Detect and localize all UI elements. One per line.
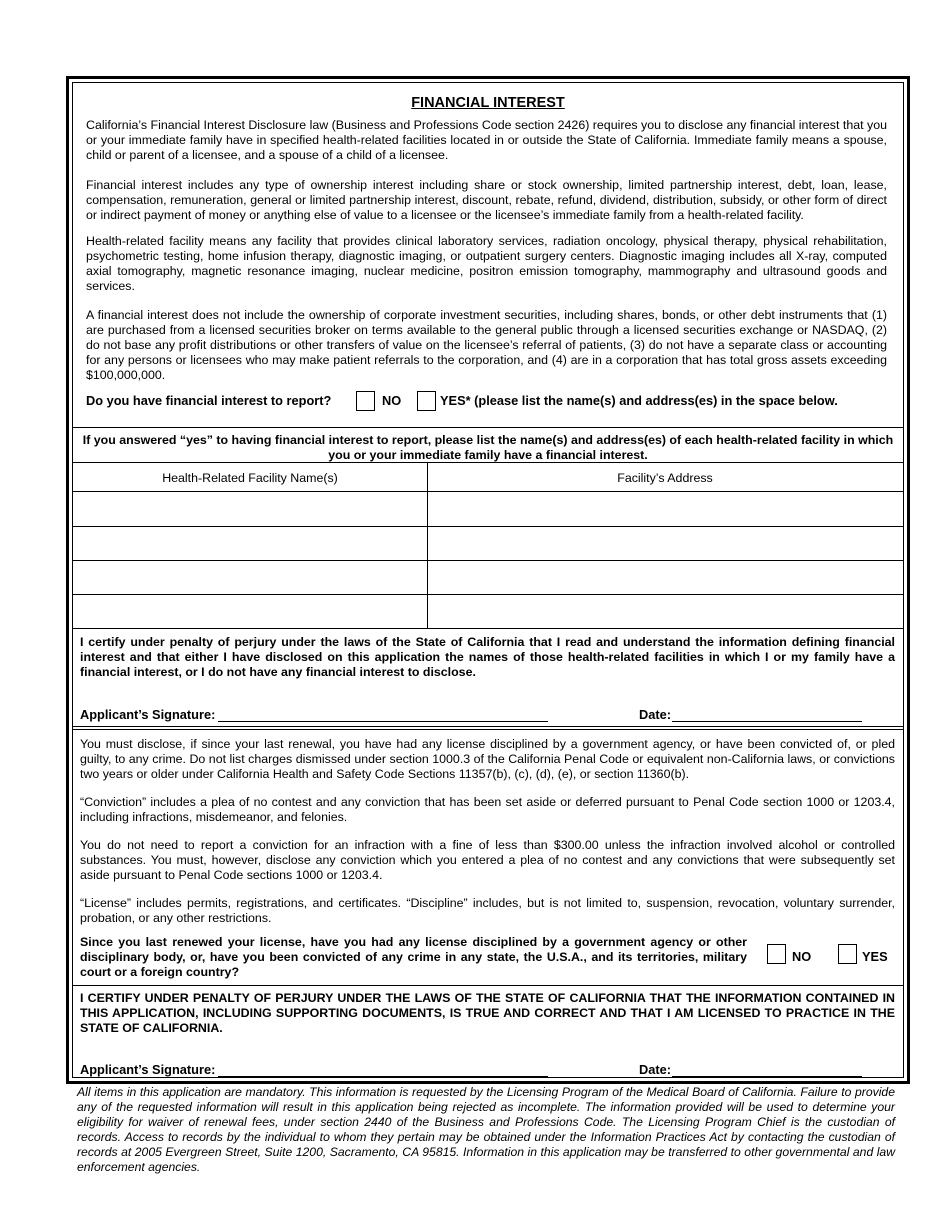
facility-address-field-1[interactable] (428, 492, 903, 526)
section-divider (73, 726, 903, 727)
disclosure-paragraph: You must disclose, if since your last renewal, you have had any license disciplined by a government agency, or have been convicted of, or pled guilty, to any crime. Do not list charges dismissed under section 1000.3 of the California Penal Code or equivalent non-California laws, or convictions two years or older under California Health and Safety Code Sections 11357(b), (c), (d), (e), or section 11360(b). (80, 737, 895, 781)
privacy-notice: All items in this application are mandatory. This information is requested by the Licensing Program of the Medical Board of California. Failure to provide any of the requested information will result in this application being rejected as incomplete. The information provided will be used to determine your eligibility for waiver of renewal fees, under section 2440 of the Business and Professions Code. The Licensing Program Chief is the custodian of records. Access to records by the individual to whom they pertain may be obtained under the Information Practices Act by contacting the custodian of records at 2005 Evergreen Street, Suite 1200, Sacramento, CA 95815. Information in this application may be transferred to other governmental and law enforcement agencies. (77, 1085, 895, 1174)
intro-paragraph: California’s Financial Interest Disclosure law (Business and Professions Code section 2426) requires you to disclose any financial interest that you or your immediate family have in specified health-related facilities located in or outside the State of California. Immediate family means a spouse, child or parent of a licensee, and a spouse of a child of a licensee. (86, 118, 887, 162)
financial-interest-yes-label: YES* (please list the name(s) and address(es) in the space below. (440, 393, 838, 408)
facility-address-field-4[interactable] (428, 595, 903, 628)
date-field[interactable] (672, 1076, 862, 1077)
facility-address-header: Facility’s Address (617, 471, 713, 485)
facility-address-field-3[interactable] (428, 561, 903, 594)
form-inner (72, 82, 904, 1078)
facility-name-header: Health-Related Facility Name(s) (162, 471, 338, 485)
exclusion-paragraph: A financial interest does not include the ownership of corporate investment securities, including shares, bonds, or other debt instruments that (1) are purchased from a licensed securities broker on terms available to the general public through a licensed securities exchange or NASDAQ, (2) do not base any profit distributions or other transfers of value on the licensee’s referral of patients, (3) do not have a separate class or accounting for any persons or licensees who may make patient referrals to the corporation, and (4) are in a corporation that has total gross assets exceeding $100,000,000. (86, 308, 887, 382)
form-frame (66, 76, 910, 1084)
discipline-no-label: NO (792, 949, 812, 964)
facility-address-field-2[interactable] (428, 527, 903, 560)
financial-interest-definition: Financial interest includes any type of ownership interest including share or stock ownership, limited partnership interest, debt, loan, lease, compensation, remuneration, general or limited partnership interest, discount, rebate, refund, dividend, distribution, subsidy, or other form of direct or indirect payment of money or anything else of value to a licensee or the licensee’s immediate family from a health-related facility. (86, 178, 887, 222)
section-divider (73, 985, 903, 986)
date-label: Date: (639, 707, 671, 722)
license-definition: “License” includes permits, registrations, and certificates. “Discipline” includes, but is not limited to, suspension, revocation, voluntary surrender, probation, or any other restrictions. (80, 896, 895, 925)
facility-list-instruction: If you answered “yes” to having financial interest to report, please list the name(s) and address(es) of each health-related facility in which you or your immediate family have a financial interest. (82, 433, 894, 462)
table-bottom-divider (73, 628, 903, 629)
facility-name-field-4[interactable] (73, 595, 427, 628)
financial-interest-question: Do you have financial interest to report? (86, 393, 332, 408)
discipline-no-checkbox[interactable] (767, 944, 786, 964)
signature-field[interactable] (218, 1076, 548, 1077)
divider (73, 427, 903, 428)
financial-interest-no-checkbox[interactable] (356, 391, 375, 411)
discipline-yes-label: YES (862, 949, 888, 964)
financial-interest-no-label: NO (382, 393, 402, 408)
facility-name-field-2[interactable] (73, 527, 427, 560)
signature-field[interactable] (218, 721, 548, 722)
discipline-question: Since you last renewed your license, have you had any license disciplined by a government agency or other disciplinary body, or, have you been convicted of any crime in any state, the U.S.A., and its territories, military court or a foreign country? (80, 935, 747, 979)
discipline-yes-checkbox[interactable] (838, 944, 857, 964)
facility-name-field-3[interactable] (73, 561, 427, 594)
facility-definition: Health-related facility means any facility that provides clinical laboratory services, radiation oncology, physical therapy, physical rehabilitation, psychometric testing, home infusion therapy, diagnostic imaging, or outpatient surgery centers. Diagnostic imaging includes all X-ray, computed axial tomography, magnetic resonance imaging, nuclear medicine, positron emission tomography, mammography and ultrasound goods and services. (86, 234, 887, 293)
divider (73, 462, 903, 463)
date-label: Date: (639, 1062, 671, 1077)
date-field[interactable] (672, 721, 862, 722)
signature-label: Applicant’s Signature: (80, 707, 216, 722)
infraction-paragraph: You do not need to report a conviction for an infraction with a fine of less than $300.00 unless the infraction involved alcohol or controlled substances. You must, however, disclose any conviction which you entered a plea of no contest and any convictions that were subsequently set aside pursuant to Penal Code sections 1000 or 1203.4. (80, 838, 895, 882)
section-divider (73, 729, 903, 730)
page-title: FINANCIAL INTEREST (411, 95, 565, 111)
conviction-definition: “Conviction” includes a plea of no contest and any conviction that has been set aside or deferred pursuant to Penal Code section 1000 or 1203.4, including infractions, misdemeanor, and felonies. (80, 795, 895, 824)
signature-label: Applicant’s Signature: (80, 1062, 216, 1077)
facility-name-field-1[interactable] (73, 492, 427, 526)
financial-interest-certification: I certify under penalty of perjury under the laws of the State of California that I read and understand the information defining financial interest and that either I have disclosed on this application the names of those health-related facilities in which I or my family have a financial interest, or I do not have any financial interest to disclose. (80, 635, 895, 679)
financial-interest-yes-checkbox[interactable] (417, 391, 436, 411)
license-certification: I CERTIFY UNDER PENALTY OF PERJURY UNDER THE LAWS OF THE STATE OF CALIFORNIA THAT THE INFORMATION CONTAINED IN THIS APPLICATION, INCLUDING SUPPORTING DOCUMENTS, IS TRUE AND CORRECT AND THAT I AM LICENSED TO PRACTICE IN THE STATE OF CALIFORNIA. (80, 991, 895, 1035)
